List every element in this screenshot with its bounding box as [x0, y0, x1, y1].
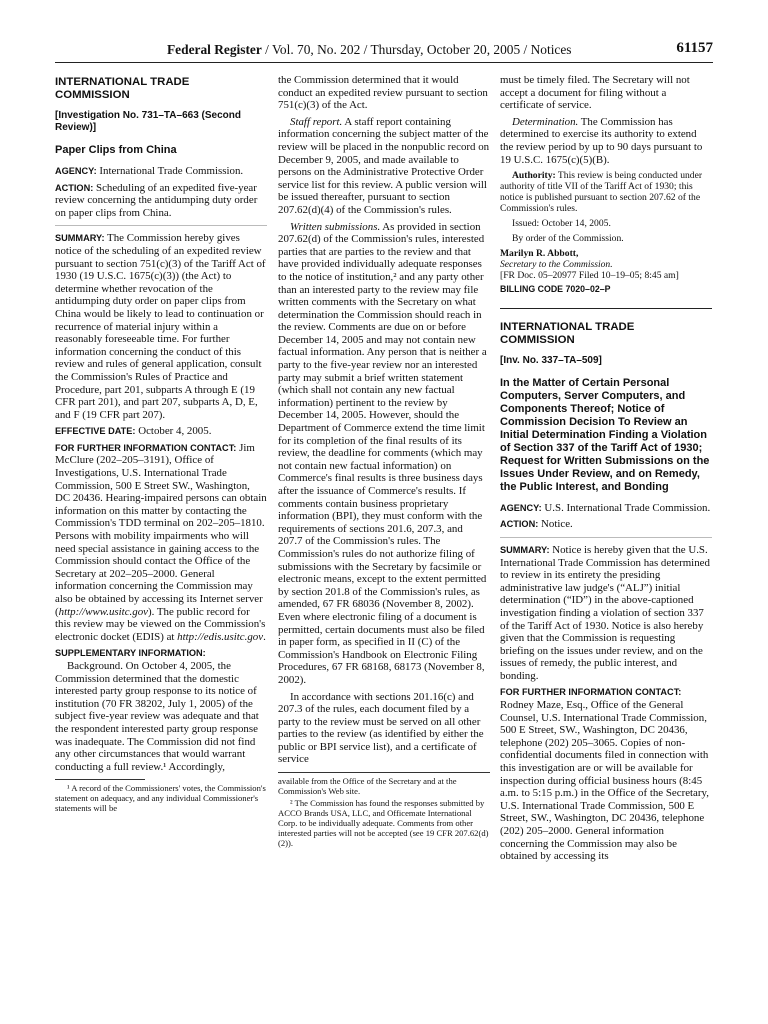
summary-text-2: Notice is hereby given that the U.S. International Trade Commission has determined to review in its entirety the presiding administrative law judge's (“ALJ”) initial determination (“ID”) in the above-captioned investigation finding a violation of section 337 of the Tariff Act of 1930. Notice is also hereby given that the Commission is requesting briefing on the issues under review, and on the issues of remedy, the public interest, and bonding.: [500, 543, 710, 682]
agency-text-2: U.S. International Trade Commission.: [544, 501, 711, 514]
page-number: 61157: [676, 40, 713, 56]
summary-label-2: SUMMARY:: [500, 544, 550, 555]
fr-doc: [FR Doc. 05–20977 Filed 10–19–05; 8:45 am]: [500, 270, 679, 282]
column-1: [55, 74, 267, 815]
summary-paragraph: [55, 232, 267, 421]
agency-text: International Trade Commission.: [99, 165, 244, 177]
written-submissions-label: Written submissions.: [290, 220, 381, 233]
action-text-2: Notice.: [541, 518, 573, 531]
action-text: Scheduling of an expedited five-year review concerning the antidumping duty order on paper clips from China.: [55, 181, 258, 219]
signer-name: Marilyn R. Abbott,: [500, 248, 579, 260]
contact-text-2: Rodney Maze, Esq., Office of the General Counsel, U.S. International Trade Commission, 500 E Street, SW., Washington, DC 20436, telephone (202) 205–3065. Copies of non-confidential documents filed in connection with this investigation are or will be available for inspection during official business hours (8:45 a.m. to 5:15 p.m.) in the Office of the Secretary, U.S. International Trade Commission, 500 E Street, SW., Washington, DC 20436, telephone (202) 205–2000. General information concerning the Commission may also be obtained by accessing its: [500, 699, 709, 863]
supplementary-label: SUPPLEMENTARY INFORMATION:: [55, 648, 206, 659]
footnote-rule: [55, 779, 145, 780]
investigation-number-2: [Inv. No. 337–TA–509]: [500, 354, 602, 366]
authority-label: Authority:: [512, 170, 556, 182]
summary-text: The Commission hereby gives notice of the scheduling of an expedited review pursuant to section 751(c)(3) of the Tariff Act of 1930 (19 U.S.C. 1675(c)(3)) (the Act) to determine whether revocation of the antidumping duty order on paper clips from China would be likely to lead to continuation or recurrence of material injury within a reasonably foreseeable time. For further information concerning the conduct of this review and rules of general application, consult the Commission's Rules of Practice and Procedure, part 201, subparts A through E (19 CFR part 201), and part 207, subparts A, D, E, and F (19 CFR part 207).: [55, 232, 266, 421]
notice-subject-2: In the Matter of Certain Personal Computers, Server Computers, and Components Thereof; Notice of Commission Decision To Review an Initial Determination Finding a Violation of Section 337 of the Tariff Act of 1930; Request for Written Submissions on the Issues Under Review, and on Remedy, the Public Interest, and Bonding: [500, 376, 710, 493]
billing-code: BILLING CODE 7020–02–P: [500, 284, 611, 295]
supplementary-heading: [55, 647, 267, 660]
determination-paragraph: [500, 116, 712, 166]
background-paragraph: Background. On October 4, 2005, the Commission determined that the domestic interested party group response to its notice of institution (70 FR 38202, July 1, 2005) of the subject five-year review was adequate and that the respondent interested party group response was inadequate. The Commission did not find any other circumstances that would warrant conducting a full review.¹ Accordingly,: [55, 659, 259, 773]
effective-date-label: EFFECTIVE DATE:: [55, 426, 136, 437]
contact-text-3: .: [263, 630, 266, 643]
signer-title-text: Secretary to the Commission.: [500, 259, 613, 271]
issued-date: Issued: October 14, 2005.: [512, 218, 611, 230]
edis-link[interactable]: http://edis.usitc.gov: [177, 630, 264, 643]
action-label-2: ACTION:: [500, 519, 539, 530]
agency-paragraph-2: [500, 502, 712, 515]
authority-text: This review is being conducted under authority of title VII of the Tariff Act of 1930; this notice is published pursuant to section 207.62 of the Commission's rules.: [500, 170, 703, 215]
column-3: [500, 74, 712, 867]
footnote-1-continued: available from the Office of the Secretary and at the Commission's Web site.: [278, 776, 457, 797]
contact-label-2: FOR FURTHER INFORMATION CONTACT:: [500, 687, 682, 698]
contact-paragraph-2: [500, 686, 712, 862]
contact-text: Jim McClure (202–205–3191), Office of Investigations, U.S. International Trade Commission, 500 E Street SW., Washington, DC 20436. Hearing-impaired persons can obtain information on this matter by contacting the Commission's TDD terminal on 202–205–1810. Persons with mobility impairments who will need special assistance in gaining access to the Commission should contact the Office of the Secretary at 202–205–2000. General information concerning the Commission may also be obtained by accessing its Internet server (: [55, 441, 267, 618]
agency-paragraph: [55, 165, 267, 178]
column-2: [278, 74, 490, 850]
footnote-1-text: ¹ A record of the Commissioners' votes, the Commission's statement on adequacy, and any individual Commissioner's statements will be: [55, 783, 266, 814]
action-paragraph: [55, 182, 267, 220]
signer-title: [500, 259, 712, 270]
notice-separator: [500, 308, 712, 309]
contact-text-2: ). The public record for this review may be viewed on the Commission's electronic docket (EDIS) at: [55, 605, 266, 643]
page-header: [55, 40, 713, 63]
contact-label: FOR FURTHER INFORMATION CONTACT:: [55, 442, 237, 453]
authority-paragraph: [500, 170, 712, 214]
effective-date-text: October 4, 2005.: [138, 425, 212, 438]
by-order: By order of the Commission.: [512, 233, 624, 245]
continued-paragraph: the Commission determined that it would conduct an expedited review pursuant to section 751(c)(3) of the Act.: [278, 74, 488, 112]
notice-subject: Paper Clips from China: [55, 144, 177, 156]
summary-paragraph-2: [500, 544, 712, 683]
agency-heading-2: INTERNATIONAL TRADE COMMISSION: [500, 320, 635, 346]
publication-name: Federal Register: [167, 42, 262, 57]
summary-label: SUMMARY:: [55, 233, 105, 244]
written-submissions-paragraph: [278, 221, 490, 687]
effective-date-paragraph: [55, 425, 267, 438]
determination-label: Determination.: [512, 115, 579, 128]
continued-paragraph-3: must be timely filed. The Secretary will not accept a document for filing without a certificate of service.: [500, 74, 690, 112]
agency-label: AGENCY:: [55, 166, 97, 176]
footnotes: [278, 776, 490, 848]
staff-report-label: Staff report.: [290, 115, 343, 128]
staff-report-paragraph: [278, 116, 490, 217]
action-label: ACTION:: [55, 182, 94, 193]
header-title: [167, 42, 572, 58]
accordance-paragraph: In accordance with sections 201.16(c) and 207.3 of the rules, each document filed by a party to the review must be served on all other parties to the review (as identified by either the public or BPI service list), and a certificate of service: [278, 690, 484, 766]
action-paragraph-2: [500, 518, 712, 531]
contact-paragraph: [55, 442, 267, 644]
divider-2: [500, 537, 712, 538]
footnote-1: [55, 783, 267, 813]
usitc-link[interactable]: http://www.usitc.gov: [58, 605, 148, 618]
divider: [55, 225, 267, 226]
agency-heading: INTERNATIONAL TRADE COMMISSION: [55, 76, 190, 101]
issue-info: / Vol. 70, No. 202 / Thursday, October 20, 2005 / Notices: [261, 42, 572, 57]
staff-report-text: A staff report containing information concerning the subject matter of the review will be placed in the nonpublic record on December 9, 2005, and made available to persons on the Administrative Protective Order service list for this review. A public version will be issued thereafter, pursuant to section 207.62(d)(4) of the Commission's rules.: [278, 115, 490, 216]
determination-text: The Commission has determined to exercise its authority to extend the review period by up to 90 days pursuant to 19 U.S.C. 1675(c)(5)(B).: [500, 115, 703, 166]
footnote-2: ² The Commission has found the responses submitted by ACCO Brands USA, LLC, and Officemate International Corp. to be individually adequate. Comments from other interested parties will not be accepted (see 19 CFR 207.62(d)(2)).: [278, 798, 489, 849]
investigation-number: [Investigation No. 731–TA–663 (Second Review)]: [55, 110, 241, 133]
footnote-rule: [278, 772, 490, 773]
agency-label-2: AGENCY:: [500, 502, 542, 513]
written-submissions-text: As provided in section 207.62(d) of the Commission's rules, interested parties that are parties to the review and that have provided individually adequate responses to the notice of institution,² and any party other than an interested party to the review may file written comments with the Secretary on what determination the Commission should reach in the review. Comments are due on or before December 14, 2005 and may not contain new factual information. Any person that is neither a party to the five-year review nor an interested party may submit a brief written statement (which shall not contain any new factual information) pertinent to the review by December 14, 2005. However, should the Department of Commerce extend the time limit for its completion of the final results of its review, the deadline for comments (which may not contain new factual information) on Commerce's final results is three business days after the issuance of Commerce's results. If comments contain business proprietary information (BPI), they must conform with the requirements of sections 201.6, 207.3, and 207.7 of the Commission's rules. The Commission's rules do not authorize filing of submissions with the Secretary by facsimile or electronic means, except to the extent permitted by section 201.8 of the Commission's rules, as amended, 67 FR 68036 (November 8, 2002). Even where electronic filing of a document is permitted, certain documents must also be filed in paper form, as specified in II (C) of the Commission's Handbook on Electronic Filing Procedures, 67 FR 68168, 68173 (November 8, 2002).: [278, 220, 487, 686]
